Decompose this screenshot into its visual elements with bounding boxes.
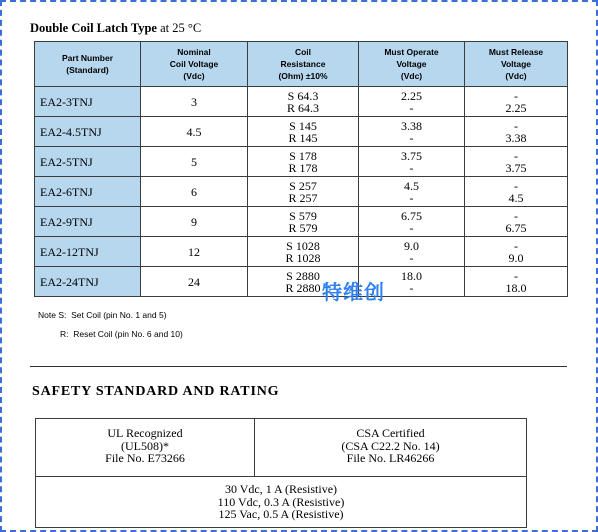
part-number-cell: EA2-24TNJ — [35, 267, 141, 297]
operate-cell: 18.0 - — [359, 267, 465, 297]
table-row — [35, 147, 568, 177]
part-number-cell: EA2-4.5TNJ — [35, 117, 141, 147]
certification-row — [36, 419, 527, 477]
resistance-cell: S 579 R 579 — [248, 207, 359, 237]
csa-cell: CSA Certified (CSA C22.2 No. 14) File No. LR46266 — [255, 419, 527, 477]
header-must-release: Must Release Voltage (Vdc) — [465, 42, 568, 87]
operate-cell: 3.38 - — [359, 117, 465, 147]
voltage-cell: 6 — [141, 177, 248, 207]
voltage-cell: 3 — [141, 87, 248, 117]
table-header-row — [35, 42, 568, 87]
part-number-cell: EA2-12TNJ — [35, 237, 141, 267]
header-must-operate: Must Operate Voltage (Vdc) — [359, 42, 465, 87]
section-divider — [30, 366, 567, 367]
part-number-cell: EA2-9TNJ — [35, 207, 141, 237]
release-cell: - 9.0 — [465, 237, 568, 267]
header-nominal-voltage: Nominal Coil Voltage (Vdc) — [141, 42, 248, 87]
release-cell: - 3.75 — [465, 147, 568, 177]
voltage-cell: 24 — [141, 267, 248, 297]
voltage-cell: 9 — [141, 207, 248, 237]
contact-rating-cell: 30 Vdc, 1 A (Resistive) 110 Vdc, 0.3 A (Resistive) 125 Vac, 0.5 A (Resistive) — [36, 477, 527, 528]
table-row — [35, 177, 568, 207]
release-cell: - 4.5 — [465, 177, 568, 207]
section-heading — [30, 21, 201, 36]
table-row — [35, 87, 568, 117]
part-number-cell: EA2-6TNJ — [35, 177, 141, 207]
voltage-cell: 5 — [141, 147, 248, 177]
voltage-cell: 4.5 — [141, 117, 248, 147]
operate-cell: 6.75 - — [359, 207, 465, 237]
table-row — [35, 267, 568, 297]
resistance-cell: S 1028 R 1028 — [248, 237, 359, 267]
note-set-coil: Note S: Set Coil (pin No. 1 and 5) — [38, 310, 167, 320]
ul-cell: UL Recognized (UL508)* File No. E73266 — [36, 419, 255, 477]
header-coil-resistance: Coil Resistance (Ohm) ±10% — [248, 42, 359, 87]
coil-spec-table — [34, 41, 568, 297]
operate-cell: 2.25 - — [359, 87, 465, 117]
part-number-cell: EA2-5TNJ — [35, 147, 141, 177]
operate-cell: 4.5 - — [359, 177, 465, 207]
rating-row — [36, 477, 527, 528]
resistance-cell: S 145 R 145 — [248, 117, 359, 147]
heading-condition: at 25 °C — [160, 21, 202, 35]
release-cell: - 3.38 — [465, 117, 568, 147]
operate-cell: 3.75 - — [359, 147, 465, 177]
safety-rating-table — [35, 418, 527, 528]
operate-cell: 9.0 - — [359, 237, 465, 267]
table-row — [35, 207, 568, 237]
release-cell: - 2.25 — [465, 87, 568, 117]
table-row — [35, 117, 568, 147]
part-number-cell: EA2-3TNJ — [35, 87, 141, 117]
note-reset-coil: R: Reset Coil (pin No. 6 and 10) — [60, 329, 183, 339]
safety-heading: SAFETY STANDARD AND RATING — [32, 384, 280, 399]
release-cell: - 6.75 — [465, 207, 568, 237]
resistance-cell: S 178 R 178 — [248, 147, 359, 177]
resistance-cell: S 257 R 257 — [248, 177, 359, 207]
resistance-cell: S 64.3 R 64.3 — [248, 87, 359, 117]
heading-title: Double Coil Latch Type — [30, 21, 157, 35]
release-cell: - 18.0 — [465, 267, 568, 297]
table-row — [35, 237, 568, 267]
resistance-cell: S 2880 R 2880 — [248, 267, 359, 297]
voltage-cell: 12 — [141, 237, 248, 267]
watermark: 特维创 — [322, 280, 385, 304]
header-part-number: Part Number (Standard) — [35, 42, 141, 87]
